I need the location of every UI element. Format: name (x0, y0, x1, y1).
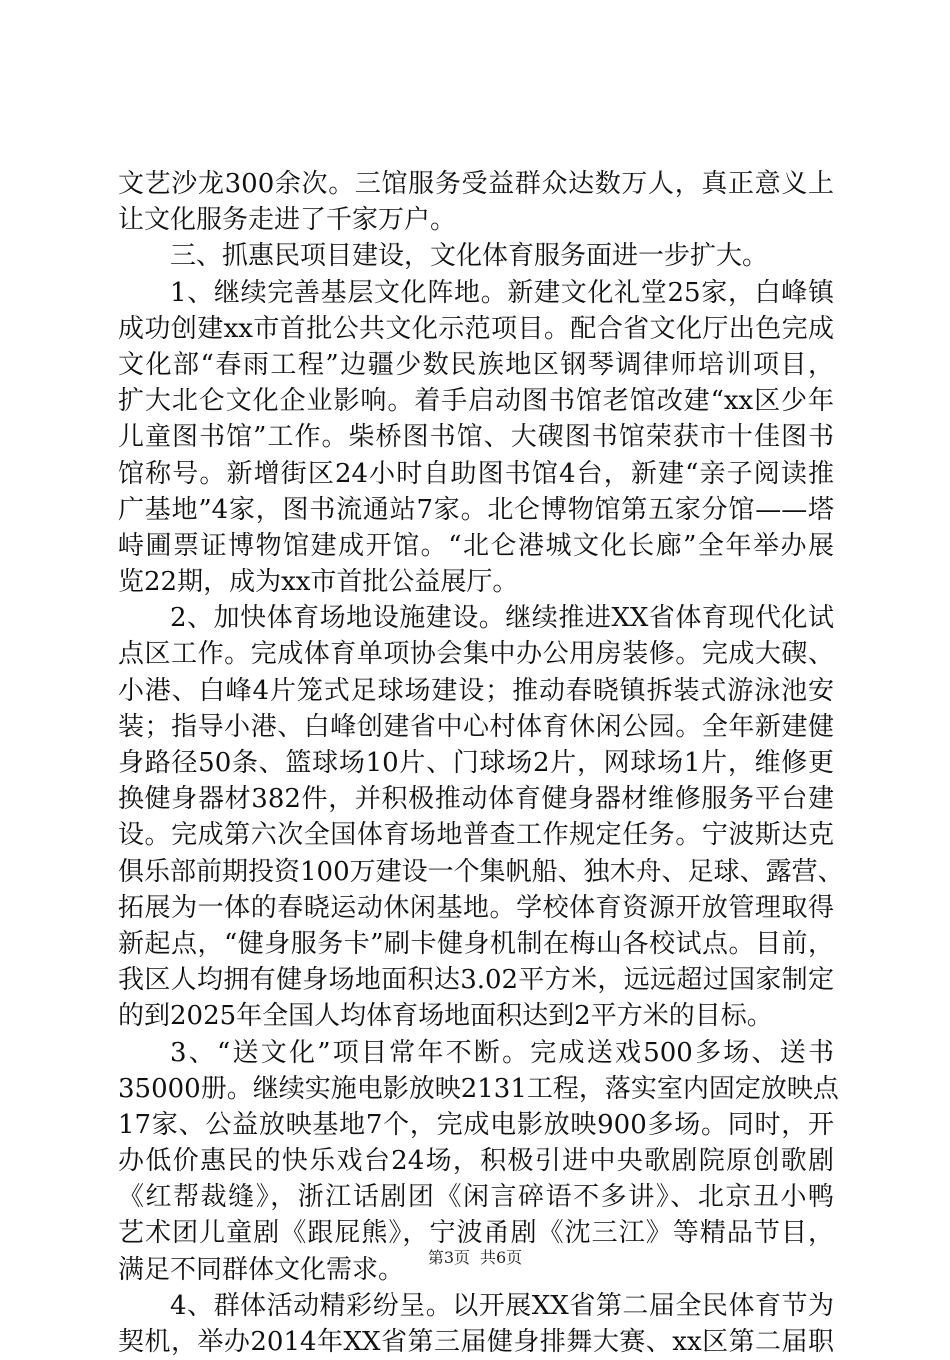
page-number: 第3页 (427, 1248, 470, 1267)
text-line: 2、加快体育场地设施建设。继续推进XX省体育现代化试 (170, 603, 834, 634)
text-line: 俱乐部前期投资100万建设一个集帆船、独木舟、足球、露营、 (118, 856, 844, 887)
text-line: 拓展为一体的春晓运动休闲基地。学校体育资源开放管理取得 (118, 892, 834, 923)
text-line: 3、“送文化”项目常年不断。完成送戏500多场、送书 (170, 1037, 834, 1068)
text-line: 身路径50条、篮球场10片、门球场2片，网球场1片，维修更 (118, 748, 834, 778)
page-footer (0, 1245, 950, 1268)
text-line: 艺术团儿童剧《跟屁熊》，宁波甬剧《沈三江》等精品节目， (118, 1218, 834, 1249)
text-line: 换健身器材382件，并积极推动体育健身器材维修服务平台建 (118, 784, 834, 815)
text-line: 让文化服务走进了千家万户。 (118, 205, 457, 236)
text-line: 满足不同群体文化需求。 (118, 1254, 405, 1285)
text-line: 成功创建xx市首批公共文化示范项目。配合省文化厅出色完成 (118, 313, 834, 344)
text-line: 扩大北仑文化企业影响。着手启动图书馆老馆改建“xx区少年 (118, 386, 834, 417)
text-line: 设。完成第六次全国体育场地普查工作规定任务。宁波斯达克 (118, 820, 834, 851)
text-line: 儿童图书馆”工作。柴桥图书馆、大碶图书馆荣获市十佳图书 (118, 422, 834, 453)
text-line: 点区工作。完成体育单项协会集中办公用房装修。完成大碶、 (118, 639, 834, 670)
text-line: 广基地”4家，图书流通站7家。北仑博物馆第五家分馆——塔 (118, 494, 834, 525)
text-line: 的到2025年全国人均体育场地面积达到2平方米的目标。 (118, 1001, 773, 1032)
text-line: 小港、白峰4片笼式足球场建设；推动春晓镇拆装式游泳池安 (118, 675, 834, 706)
text-line: 文艺沙龙300余次。三馆服务受益群众达数万人，真正意义上 (118, 169, 834, 199)
body-text (118, 166, 844, 1360)
text-line: 4、群体活动精彩纷呈。以开展XX省第二届全民体育节为 (170, 1290, 834, 1321)
text-line: 馆称号。新增街区24小时自助图书馆4台，新建“亲子阅读推 (118, 458, 834, 489)
text-line: 17家、公益放映基地7个，完成电影放映900多场。同时，开 (118, 1109, 834, 1140)
text-line: 我区人均拥有健身场地面积达3.02平方米，远远超过国家制定 (118, 965, 834, 996)
text-line: 览22期，成为xx市首批公益展厅。 (118, 567, 519, 598)
text-line: 35000册。继续实施电影放映2131工程，落实室内固定放映点 (118, 1073, 839, 1104)
text-line: 峙圃票证博物馆建成开馆。“北仑港城文化长廊”全年举办展 (118, 530, 834, 561)
text-line: 三、抓惠民项目建设，文化体育服务面进一步扩大。 (170, 241, 769, 272)
page-total: 共6页 (480, 1248, 523, 1267)
text-line: 1、继续完善基层文化阵地。新建文化礼堂25家，白峰镇 (170, 277, 834, 308)
text-line: 办低价惠民的快乐戏台24场，积极引进中央歌剧院原创歌剧 (118, 1146, 834, 1177)
text-line: 新起点，“健身服务卡”刷卡健身机制在梅山各校试点。目前， (118, 928, 834, 959)
text-line: 《红帮裁缝》，浙江话剧团《闲言碎语不多讲》、北京丑小鸭 (118, 1182, 834, 1213)
text-line: 装；指导小港、白峰创建省中心村体育休闲公园。全年新建健 (118, 711, 834, 742)
text-line: 契机，举办2014年XX省第三届健身排舞大赛、xx区第二届职 (118, 1327, 834, 1357)
text-line: 文化部“春雨工程”边疆少数民族地区钢琴调律师培训项目， (118, 349, 834, 380)
